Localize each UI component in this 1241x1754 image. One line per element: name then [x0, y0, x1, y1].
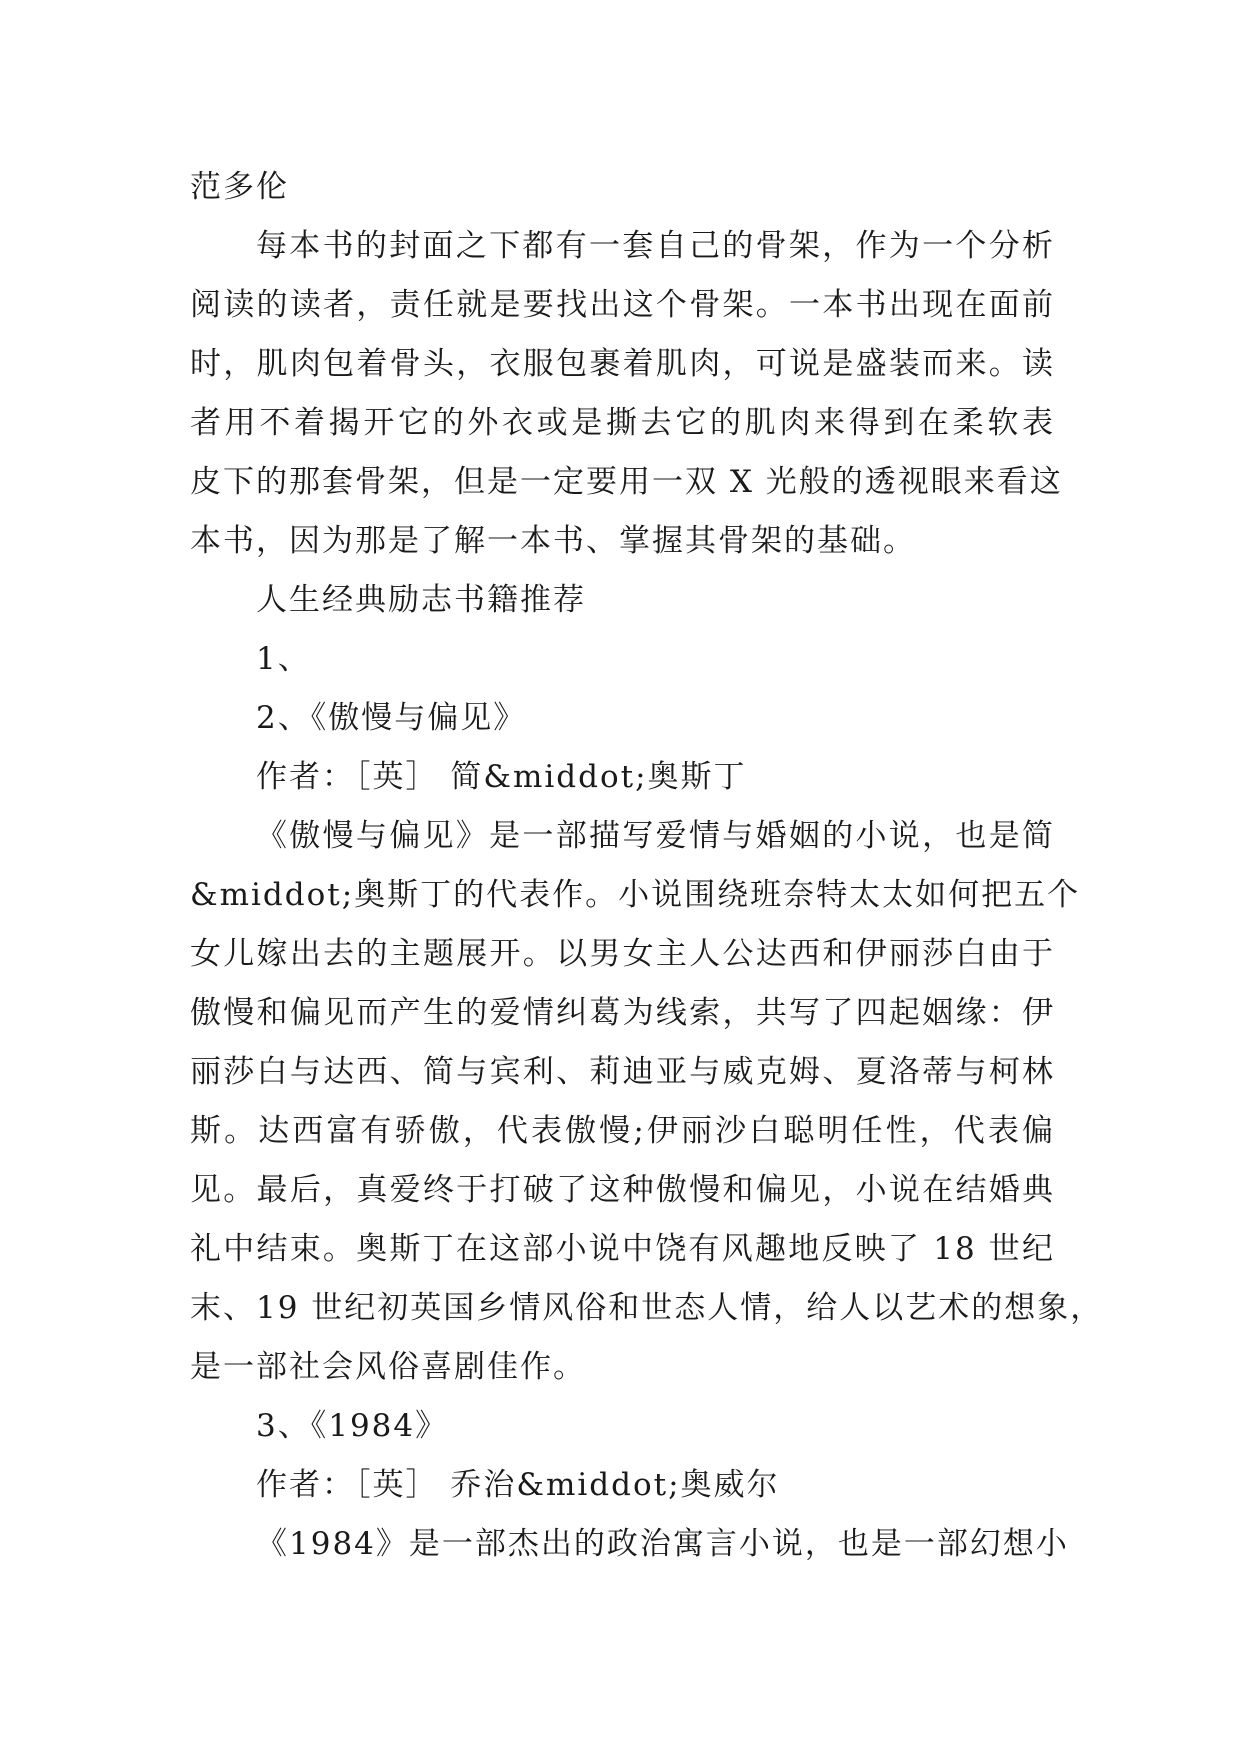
text-line: 本书，因为那是了解一本书、掌握其骨架的基础。 — [190, 523, 916, 559]
text-line: 丽莎白与达西、简与宾利、莉迪亚与威克姆、夏洛蒂与柯林 — [190, 1054, 1055, 1090]
text-line: 是一部社会风俗喜剧佳作。 — [190, 1349, 586, 1385]
text-line: 3、《1984》 — [256, 1408, 449, 1444]
text-line: 阅读的读者，责任就是要找出这个骨架。一本书出现在面前 — [190, 287, 1055, 323]
text-line: 礼中结束。奥斯丁在这部小说中饶有风趣地反映了 18 世纪 — [190, 1231, 1055, 1267]
text-line: 2、《傲慢与偏见》 — [256, 700, 527, 736]
text-line: &middot;奥斯丁的代表作。小说围绕班奈特太太如何把五个 — [190, 877, 1081, 913]
text-line: 作者：［英］ 乔治&middot;奥威尔 — [256, 1467, 780, 1503]
text-line: 者用不着揭开它的外衣或是撕去它的肌肉来得到在柔软表 — [190, 405, 1055, 441]
text-line: 女儿嫁出去的主题展开。以男女主人公达西和伊丽莎白由于 — [190, 936, 1055, 972]
text-line: 《1984》是一部杰出的政治寓言小说，也是一部幻想小 — [256, 1526, 1069, 1562]
text-line: 时，肌肉包着骨头，衣服包裹着肌肉，可说是盛装而来。读 — [190, 346, 1055, 382]
text-line: 斯。达西富有骄傲，代表傲慢;伊丽沙白聪明任性，代表偏 — [190, 1113, 1055, 1149]
text-line: 1、 — [256, 641, 311, 677]
text-line: 每本书的封面之下都有一套自己的骨架，作为一个分析 — [256, 228, 1055, 264]
text-line: 作者：［英］ 简&middot;奥斯丁 — [256, 759, 747, 795]
text-line: 范多伦 — [190, 169, 289, 205]
text-line: 傲慢和偏见而产生的爱情纠葛为线索，共写了四起姻缘：伊 — [190, 995, 1055, 1031]
text-line: 末、19 世纪初英国乡情风俗和世态人情，给人以艺术的想象， — [190, 1290, 1104, 1326]
document-body — [190, 158, 1104, 1574]
text-line: 《傲慢与偏见》是一部描写爱情与婚姻的小说，也是简 — [256, 818, 1055, 854]
text-line: 见。最后，真爱终于打破了这种傲慢和偏见，小说在结婚典 — [190, 1172, 1055, 1208]
text-line: 人生经典励志书籍推荐 — [256, 582, 586, 618]
text-line: 皮下的那套骨架，但是一定要用一双 X 光般的透视眼来看这 — [190, 464, 1063, 500]
